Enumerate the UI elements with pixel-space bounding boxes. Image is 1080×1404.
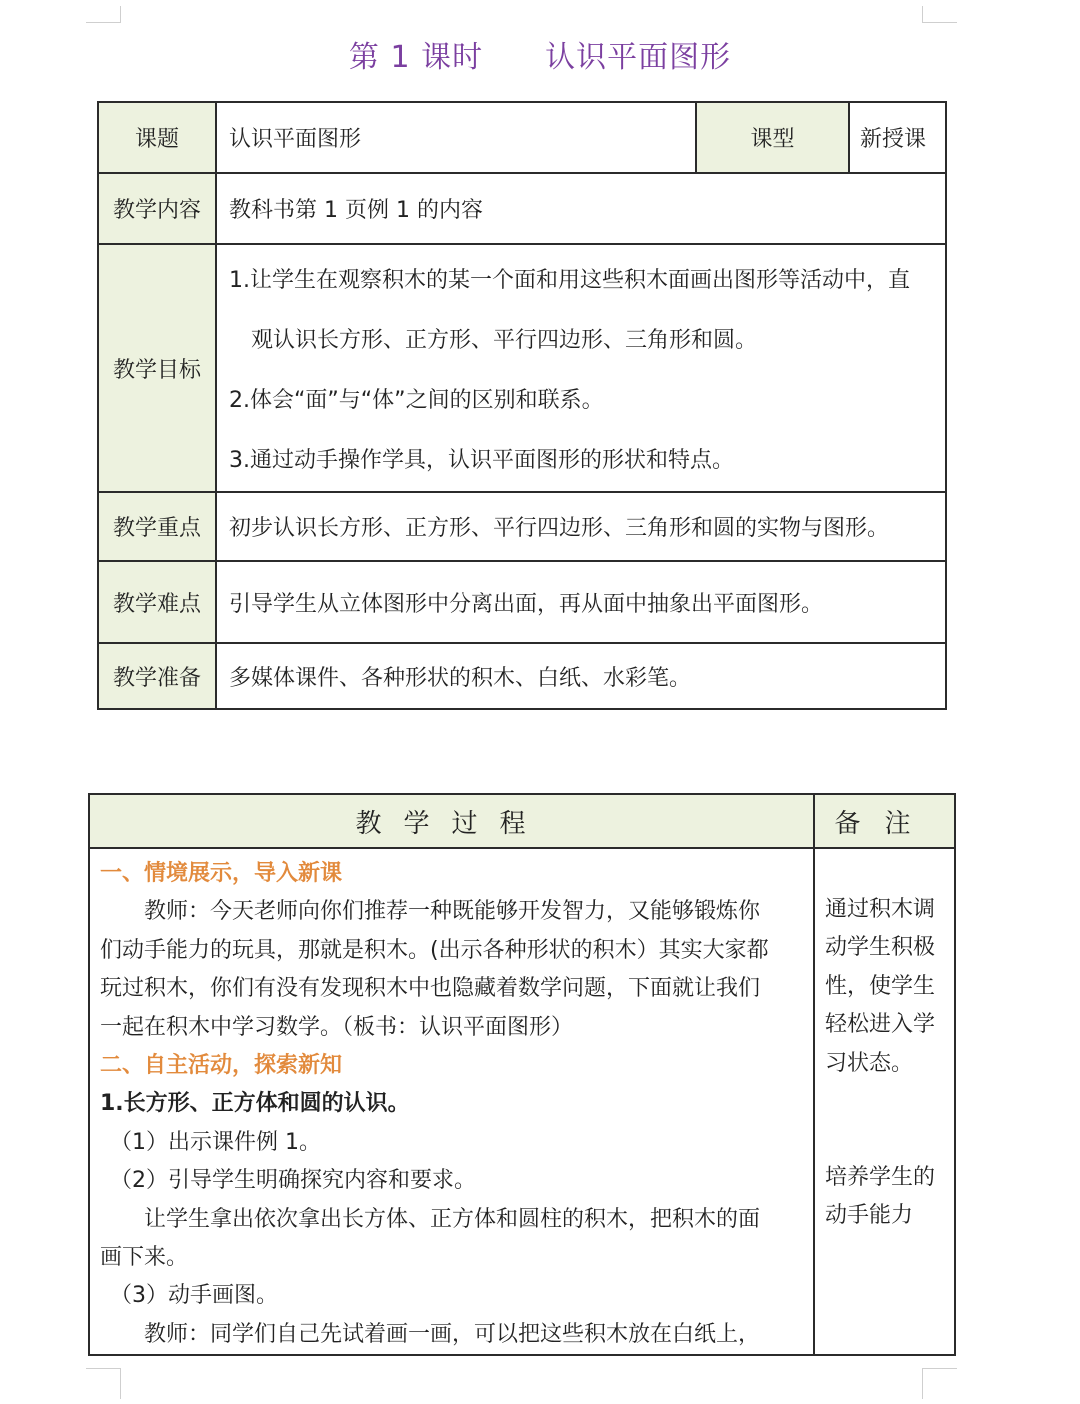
lesson-info-table <box>97 101 947 710</box>
paragraph-line: 玩过积木，你们有没有发现积木中也隐藏着数学问题，下面就让我们 <box>100 976 761 1002</box>
section-heading: 一、情境展示，导入新课 <box>100 861 343 886</box>
preparation-label: 教学准备 <box>98 643 216 709</box>
subsection-heading: 1.长方形、正方体和圆的认识。 <box>100 1091 410 1117</box>
page-corner-mark <box>86 6 121 23</box>
note-line: 培养学生的 <box>825 1165 936 1191</box>
note-line: 动手能力 <box>825 1203 914 1229</box>
page-corner-mark <box>922 1368 957 1399</box>
difficulty-label: 教学难点 <box>98 561 216 643</box>
lesson-number: 第 1 课时 <box>348 40 484 75</box>
lesson-topic: 认识平面图形 <box>545 40 732 75</box>
process-header: 教学过程 <box>89 794 814 848</box>
step-line: （1）出示课件例 1。 <box>110 1129 321 1155</box>
note-line: 性，使学生 <box>825 973 936 999</box>
page-corner-mark <box>86 1368 121 1399</box>
paragraph-line: 教师：同学们自己先试着画一画，可以把这些积木放在白纸上， <box>144 1321 761 1347</box>
subject-value: 认识平面图形 <box>216 102 696 173</box>
preparation-value: 多媒体课件、各种形状的积木、白纸、水彩笔。 <box>216 643 946 709</box>
notes-header: 备注 <box>814 794 955 848</box>
goals-list <box>216 244 946 492</box>
goal-line: 2.体会“面”与“体”之间的区别和联系。 <box>229 388 604 413</box>
content-value: 教科书第 1 页例 1 的内容 <box>216 173 946 244</box>
goal-line: 观认识长方形、正方形、平行四边形、三角形和圆。 <box>251 328 758 353</box>
goals-label: 教学目标 <box>98 244 216 492</box>
step-line: （2）引导学生明确探究内容和要求。 <box>110 1168 476 1194</box>
paragraph-line: 一起在积木中学习数学。（板书：认识平面图形） <box>100 1014 574 1040</box>
note-line: 轻松进入学 <box>825 1012 936 1038</box>
paragraph-line: 们动手能力的玩具，那就是积木。(出示各种形状的积木）其实大家都 <box>100 937 769 963</box>
goal-line: 3.通过动手操作学具，认识平面图形的形状和特点。 <box>229 448 734 473</box>
page-title <box>0 32 1080 76</box>
preparation-row <box>98 643 946 709</box>
type-label: 课型 <box>696 102 849 173</box>
key-point-label: 教学重点 <box>98 492 216 561</box>
note-line: 通过积木调 <box>825 897 936 922</box>
notes-column <box>814 848 955 1355</box>
goals-row <box>98 244 946 492</box>
difficulty-row <box>98 561 946 643</box>
content-row <box>98 173 946 244</box>
type-value: 新授课 <box>849 102 946 173</box>
key-point-value: 初步认识长方形、正方形、平行四边形、三角形和圆的实物与图形。 <box>216 492 946 561</box>
subject-label: 课题 <box>98 102 216 173</box>
goal-line: 1.让学生在观察积木的某一个面和用这些积木面画出图形等活动中，直 <box>229 268 910 293</box>
paragraph-line: 教师：今天老师向你们推荐一种既能够开发智力，又能够锻炼你 <box>144 899 761 925</box>
step-line: （3）动手画图。 <box>110 1283 278 1309</box>
subject-row <box>98 102 946 173</box>
content-label: 教学内容 <box>98 173 216 244</box>
note-line: 动学生积极 <box>825 935 936 961</box>
paragraph-line: 让学生拿出依次拿出长方体、正方体和圆柱的积木，把积木的面 <box>144 1206 761 1232</box>
key-point-row <box>98 492 946 561</box>
section-heading: 二、自主活动，探索新知 <box>100 1053 343 1079</box>
teaching-process-table <box>88 793 956 1356</box>
page-corner-mark <box>922 6 957 23</box>
process-body-row <box>89 848 955 1355</box>
difficulty-value: 引导学生从立体图形中分离出面，再从面中抽象出平面图形。 <box>216 561 946 643</box>
note-line: 习状态。 <box>825 1050 914 1076</box>
process-content <box>89 848 814 1355</box>
process-header-row <box>89 794 955 848</box>
paragraph-line: 画下来。 <box>100 1245 189 1271</box>
